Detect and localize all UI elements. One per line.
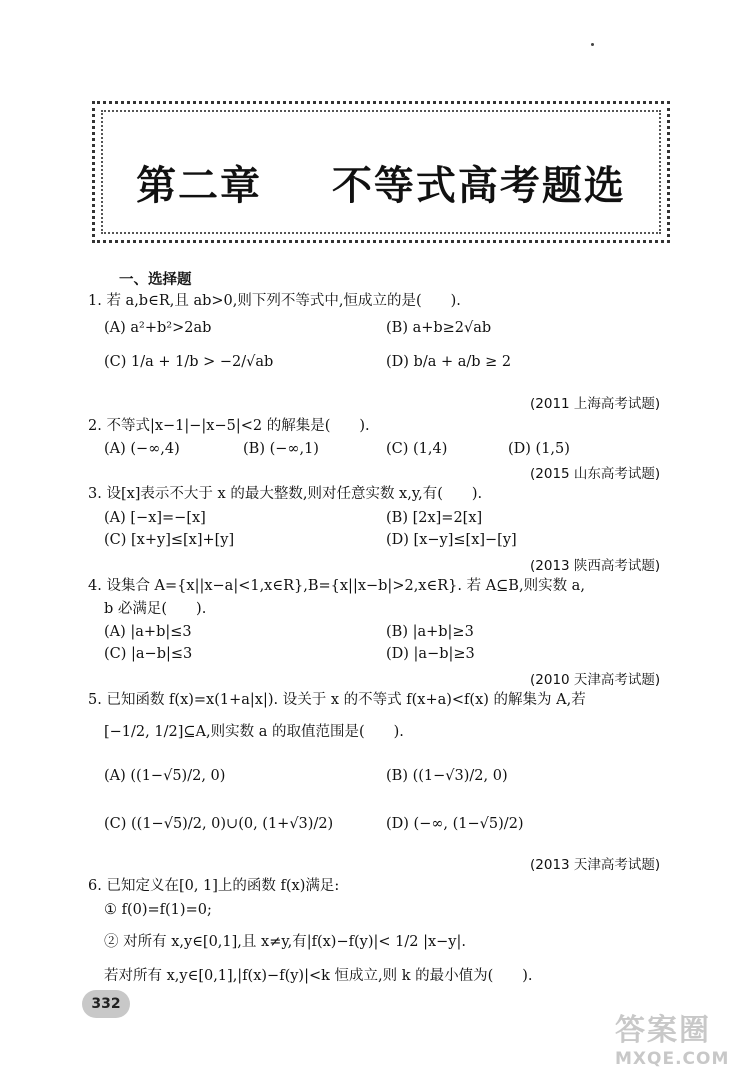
q6-question: 若对所有 x,y∈[0,1],|f(x)−f(y)|<k 恒成立,则 k 的最小值为( ).	[104, 968, 533, 984]
q1-option-b: (B) a+b≥2√ab	[386, 320, 492, 336]
q5-stem-line1: 5. 已知函数 f(x)=x(1+a|x|). 设关于 x 的不等式 f(x+a)<f(x) 的解集为 A,若	[88, 692, 586, 708]
q1-source: (2011 上海高考试题)	[530, 396, 661, 412]
chapter-title	[95, 154, 667, 211]
q6-stem: 6. 已知定义在[0, 1]上的函数 f(x)满足:	[88, 878, 340, 894]
section-heading: 一、选择题	[119, 272, 192, 288]
q5-option-a: (A) ((1−√5)/2, 0)	[104, 768, 226, 784]
q1-option-a: (A) a²+b²>2ab	[104, 320, 212, 336]
stray-mark	[591, 43, 594, 46]
q1-option-d: (D) b/a + a/b ≥ 2	[386, 354, 512, 370]
q6-condition-1: ① f(0)=f(1)=0;	[104, 902, 212, 918]
q4-stem-line1: 4. 设集合 A={x||x−a|<1,x∈R},B={x||x−b|>2,x∈R}. 若 A⊆B,则实数 a,	[88, 578, 585, 594]
q5-option-c: (C) ((1−√5)/2, 0)∪(0, (1+√3)/2)	[104, 816, 334, 832]
q2-source: (2015 山东高考试题)	[530, 466, 661, 482]
q4-source: (2010 天津高考试题)	[530, 672, 661, 688]
q1-option-c: (C) 1/a + 1/b > −2/√ab	[104, 354, 274, 370]
q3-source: (2013 陕西高考试题)	[530, 558, 661, 574]
q4-option-c: (C) |a−b|≤3	[104, 646, 193, 662]
q3-option-d: (D) [x−y]≤[x]−[y]	[386, 532, 517, 548]
page-number: 332	[82, 990, 130, 1018]
q4-stem-line2: b 必满足( ).	[104, 601, 207, 617]
q1-stem: 1. 若 a,b∈R,且 ab>0,则下列不等式中,恒成立的是( ).	[88, 293, 461, 309]
watermark	[615, 1005, 745, 1069]
q5-option-b: (B) ((1−√3)/2, 0)	[386, 768, 508, 784]
q2-option-a: (A) (−∞,4)	[104, 441, 180, 457]
q5-option-d: (D) (−∞, (1−√5)/2)	[386, 816, 524, 832]
q6-condition-2: ② 对所有 x,y∈[0,1],且 x≠y,有|f(x)−f(y)|< 1/2 |x−y|.	[104, 934, 466, 950]
q3-option-c: (C) [x+y]≤[x]+[y]	[104, 532, 235, 548]
q4-option-a: (A) |a+b|≤3	[104, 624, 192, 640]
q4-option-d: (D) |a−b|≥3	[386, 646, 475, 662]
q2-option-d: (D) (1,5)	[508, 441, 570, 457]
chapter-number: 第二章	[136, 163, 263, 209]
watermark-top: 答案圈	[615, 1013, 711, 1048]
q3-stem: 3. 设[x]表示不大于 x 的最大整数,则对任意实数 x,y,有( ).	[88, 486, 483, 502]
chapter-title-frame	[92, 101, 670, 243]
q2-option-b: (B) (−∞,1)	[243, 441, 319, 457]
q4-option-b: (B) |a+b|≥3	[386, 624, 474, 640]
chapter-name: 不等式高考题选	[331, 163, 626, 209]
q5-source: (2013 天津高考试题)	[530, 857, 661, 873]
q5-stem-line2: [−1/2, 1/2]⊆A,则实数 a 的取值范围是( ).	[104, 724, 404, 740]
q3-option-b: (B) [2x]=2[x]	[386, 510, 483, 526]
q2-stem: 2. 不等式|x−1|−|x−5|<2 的解集是( ).	[88, 418, 370, 434]
q3-option-a: (A) [−x]=−[x]	[104, 510, 206, 526]
q2-option-c: (C) (1,4)	[386, 441, 448, 457]
watermark-bottom: MXQE.COM	[615, 1049, 730, 1069]
